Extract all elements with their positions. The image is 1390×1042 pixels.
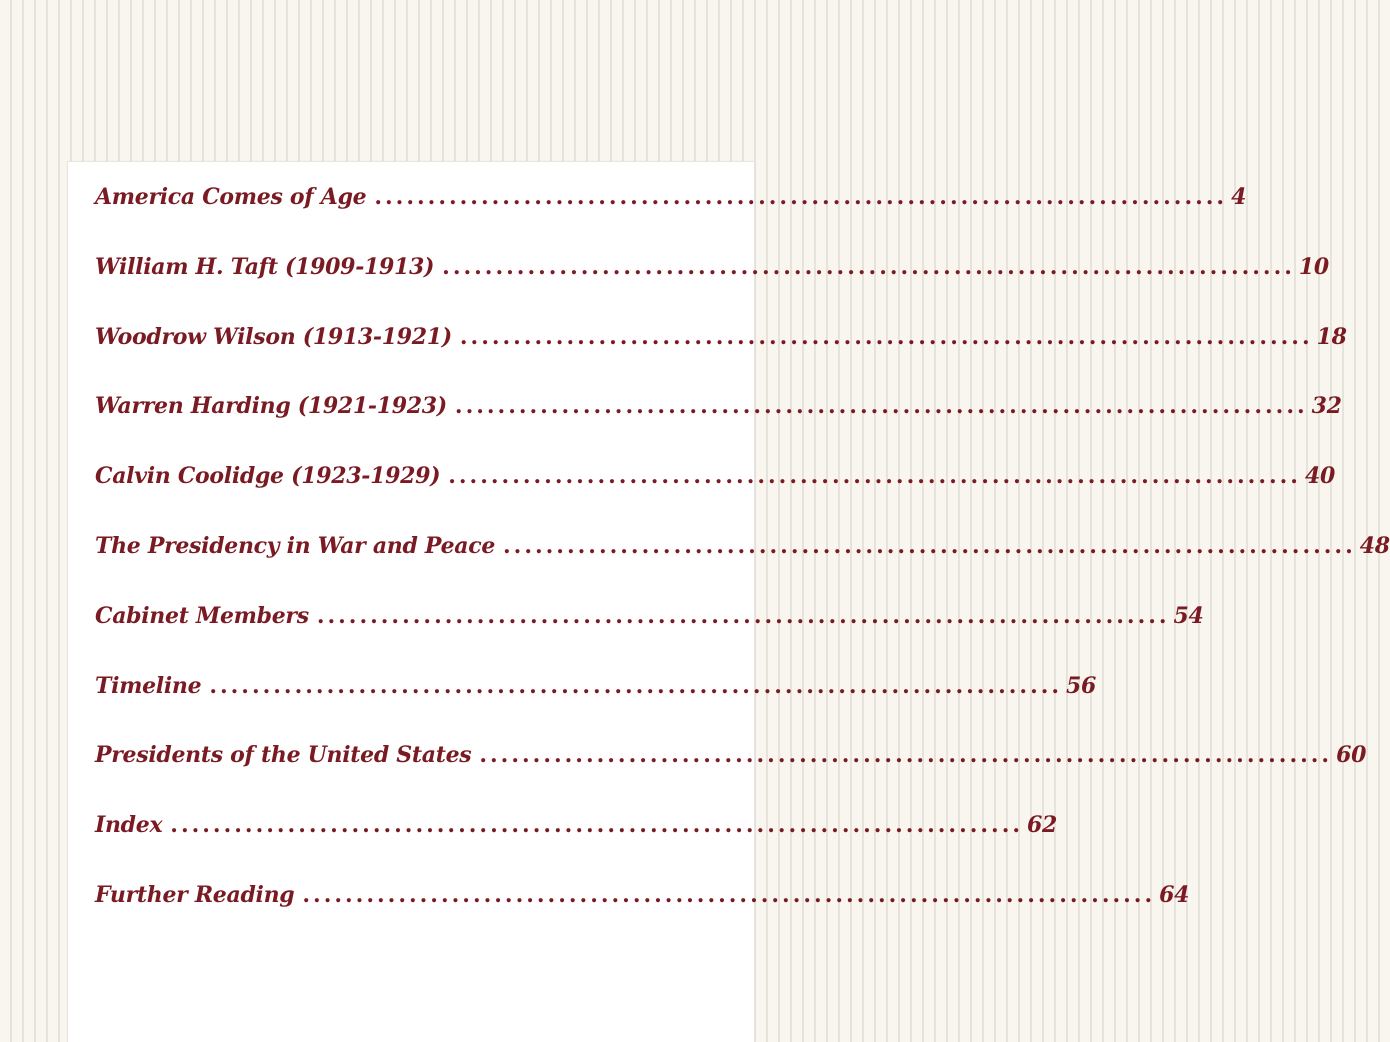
toc-entry[interactable]: [95, 602, 1204, 673]
toc-entry-page-number: 54: [1173, 602, 1204, 629]
dot-leader: ................................................................................: [503, 532, 1356, 559]
dot-leader: ................................................................................: [442, 253, 1295, 280]
toc-entry-title: Cabinet Members: [95, 602, 309, 629]
toc-entry-page-number: 18: [1316, 323, 1347, 350]
toc-entry-title: Warren Harding (1921-1923): [95, 393, 447, 420]
table-of-contents: [95, 184, 1390, 952]
toc-entry-title: Presidents of the United States: [95, 742, 472, 769]
dot-leader: ................................................................................: [374, 184, 1228, 210]
toc-entry-title: Calvin Coolidge (1923-1929): [95, 463, 441, 490]
toc-entry-page-number: 4: [1231, 184, 1247, 210]
toc-entry-page-number: 32: [1311, 393, 1342, 420]
toc-entry-page-number: 48: [1359, 532, 1390, 559]
toc-entry-page-number: 10: [1298, 253, 1329, 280]
dot-leader: ................................................................................: [448, 463, 1301, 490]
toc-entry-title: America Comes of Age: [95, 184, 367, 210]
toc-entry-page-number: 56: [1066, 672, 1097, 699]
dot-leader: ................................................................................: [170, 812, 1024, 839]
toc-entry-page-number: 40: [1304, 463, 1335, 490]
toc-entry[interactable]: [95, 463, 1335, 533]
toc-entry[interactable]: [95, 253, 1329, 324]
toc-entry-title: Index: [95, 812, 163, 839]
toc-entry-title: Further Reading: [95, 881, 295, 908]
dot-leader: ................................................................................: [454, 393, 1308, 420]
dot-leader: ................................................................................: [459, 323, 1313, 350]
toc-entry-title: William H. Taft (1909-1913): [95, 253, 435, 280]
toc-entry[interactable]: [95, 672, 1097, 743]
dot-leader: ................................................................................: [479, 742, 1333, 769]
toc-entry[interactable]: [95, 532, 1390, 603]
toc-entry-page-number: 64: [1159, 881, 1190, 908]
toc-entry-title: Woodrow Wilson (1913-1921): [95, 323, 452, 350]
toc-entry-title: The Presidency in War and Peace: [95, 532, 496, 559]
toc-entry-page-number: 62: [1027, 812, 1058, 839]
contents-page: [68, 162, 1390, 1042]
toc-entry-page-number: 60: [1336, 742, 1367, 769]
toc-entry[interactable]: [95, 812, 1058, 882]
toc-entry[interactable]: [95, 742, 1367, 812]
dot-leader: ................................................................................: [316, 602, 1170, 629]
toc-entry[interactable]: [95, 393, 1342, 463]
dot-leader: ................................................................................: [302, 881, 1156, 908]
dot-leader: ................................................................................: [209, 672, 1063, 699]
toc-entry[interactable]: [95, 184, 1247, 254]
toc-entry[interactable]: [95, 881, 1190, 952]
toc-entry[interactable]: [95, 323, 1347, 394]
toc-entry-title: Timeline: [95, 672, 202, 699]
